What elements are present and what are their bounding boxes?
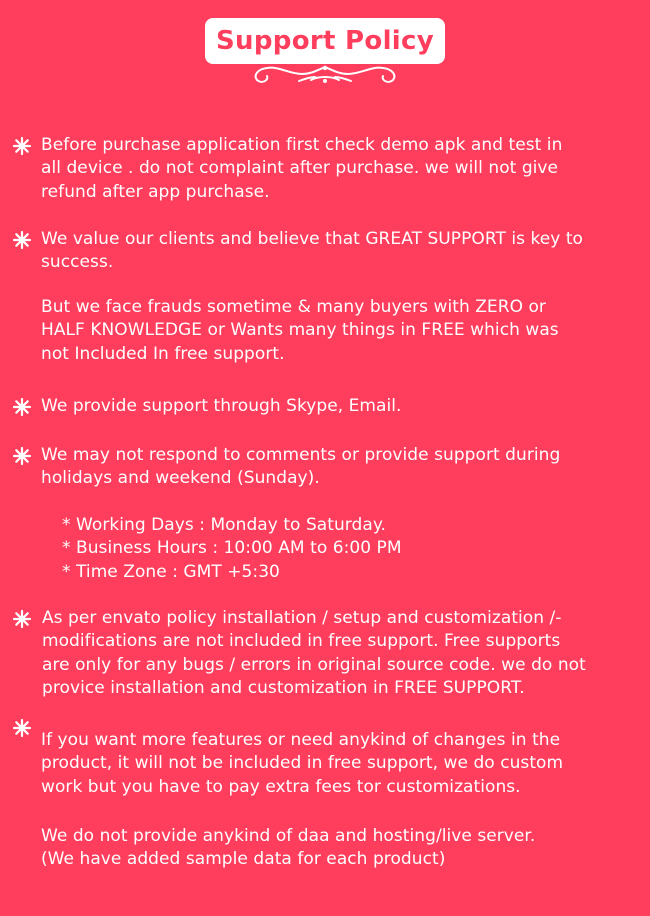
policy-line: refund after app purchase. bbox=[41, 181, 270, 202]
policy-line: If you want more features or need anykind of changes in the bbox=[41, 730, 561, 750]
starburst-bullet-icon bbox=[12, 397, 32, 417]
policy-line: modifications are not included in free support. Free supports bbox=[42, 631, 561, 652]
starburst-bullet-icon bbox=[12, 446, 32, 466]
policy-line: As per envato policy installation / setup and customization /- bbox=[42, 608, 562, 628]
starburst-bullet-icon bbox=[12, 718, 32, 738]
policy-line: (We have added sample data for each product) bbox=[41, 849, 446, 870]
policy-line: success. bbox=[41, 252, 114, 273]
support-hours-details bbox=[62, 514, 402, 584]
policy-line: We do not provide anykind of daa and hosting/live server. bbox=[41, 826, 536, 846]
policy-item-1 bbox=[41, 134, 562, 204]
policy-line: product, it will not be included in free support, we do custom bbox=[41, 753, 564, 774]
policy-item-4 bbox=[41, 444, 560, 491]
policy-item-2 bbox=[41, 228, 583, 275]
working-days-text: * Working Days : Monday to Saturday. bbox=[62, 515, 386, 535]
policy-line: We value our clients and believe that GREAT SUPPORT is key to bbox=[41, 229, 583, 249]
policy-line: provice installation and customization in FREE SUPPORT. bbox=[42, 677, 525, 698]
policy-line: are only for any bugs / errors in original source code. we do not bbox=[42, 654, 586, 675]
policy-line: But we face frauds sometime & many buyers with ZERO or bbox=[41, 297, 546, 317]
policy-item-2-extra bbox=[41, 296, 559, 366]
starburst-bullet-icon bbox=[12, 609, 32, 629]
policy-line: holidays and weekend (Sunday). bbox=[41, 468, 320, 489]
policy-line: not Included In free support. bbox=[41, 343, 285, 364]
starburst-bullet-icon bbox=[12, 136, 32, 156]
policy-item-3 bbox=[41, 395, 402, 418]
page-title: Support Policy bbox=[205, 18, 445, 64]
policy-line: work but you have to pay extra fees tor customizations. bbox=[41, 776, 521, 797]
policy-line: all device . do not complaint after purchase. we will not give bbox=[41, 158, 559, 179]
policy-line: We provide support through Skype, Email. bbox=[41, 396, 402, 416]
policy-item-5 bbox=[42, 607, 586, 700]
starburst-bullet-icon bbox=[12, 230, 32, 250]
time-zone-text: * Time Zone : GMT +5:30 bbox=[62, 561, 280, 582]
policy-item-6 bbox=[41, 729, 563, 799]
business-hours-text: * Business Hours : 10:00 AM to 6:00 PM bbox=[62, 538, 402, 559]
policy-line: Before purchase application first check demo apk and test in bbox=[41, 135, 563, 155]
policy-item-6-extra bbox=[41, 825, 535, 872]
policy-line: HALF KNOWLEDGE or Wants many things in FREE which was bbox=[41, 320, 559, 341]
policy-line: We may not respond to comments or provide support during bbox=[41, 445, 561, 465]
